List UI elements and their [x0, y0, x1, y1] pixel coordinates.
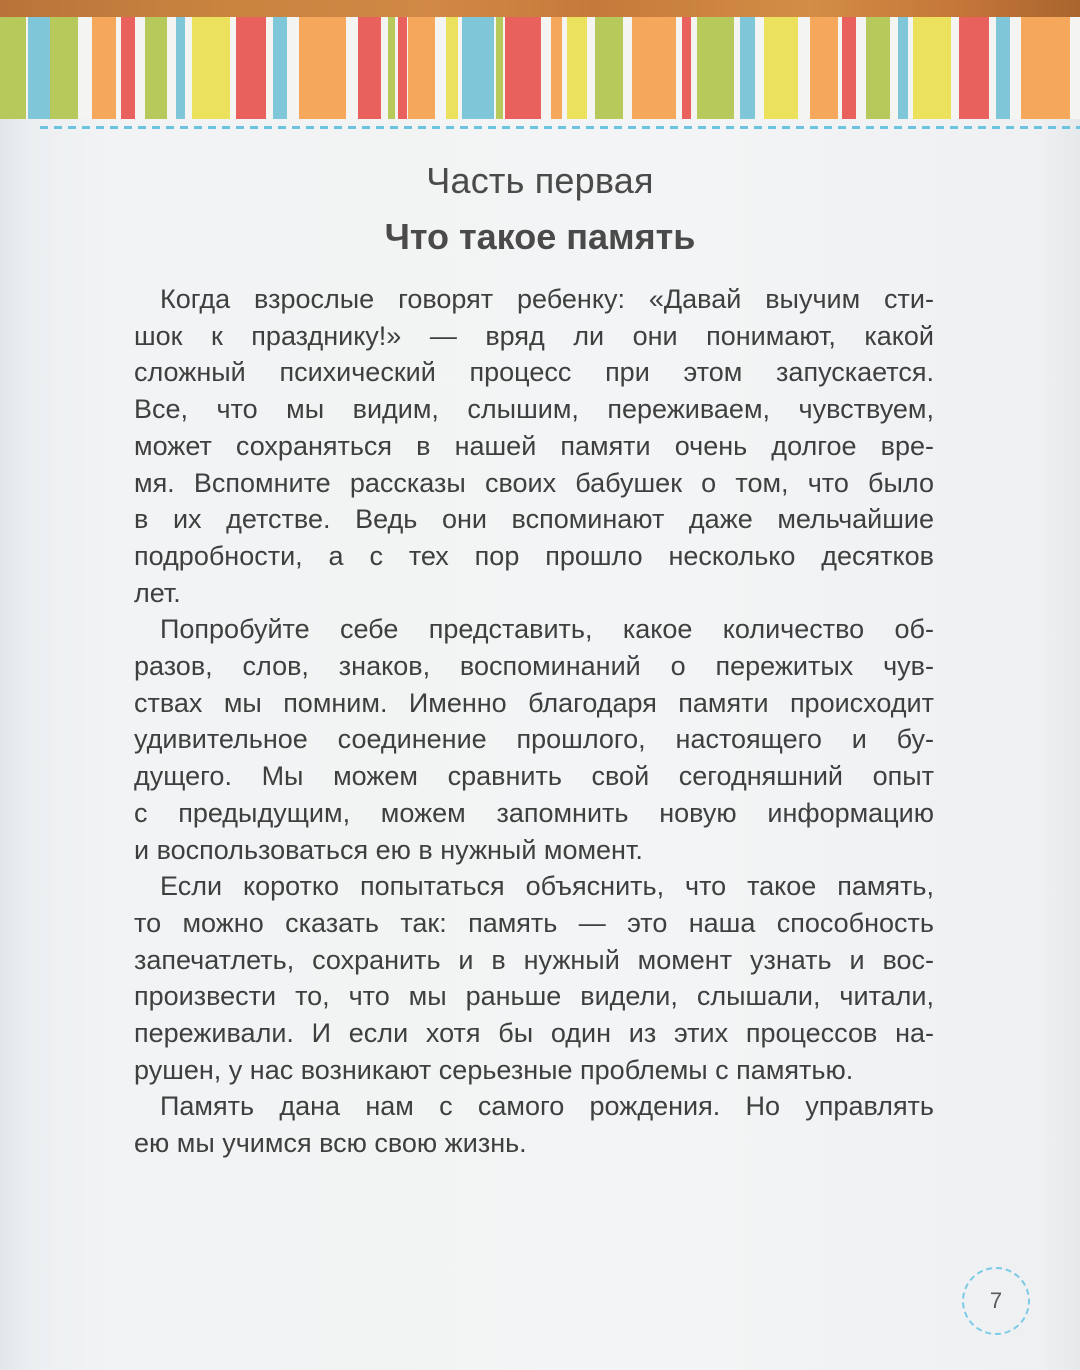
- stripe-orange: [810, 17, 838, 119]
- text-line: ею мы учимся всю свою жизнь.: [134, 1128, 527, 1159]
- text-line: ствах мы помним. Именно благодаря памяти происходит: [134, 687, 934, 718]
- stripe-yellow: [192, 17, 230, 119]
- stripe-red: [682, 17, 691, 119]
- chapter-title: Что такое память: [384, 216, 696, 257]
- stripe-red: [842, 17, 856, 119]
- stripe-orange: [632, 17, 676, 119]
- text-line: разов, слов, знаков, воспоминаний о пережитых чув-: [134, 651, 934, 682]
- stripe-green: [496, 17, 503, 119]
- stripe-blue: [176, 17, 185, 119]
- stripe-blue: [996, 17, 1010, 119]
- text-line: Когда взрослые говорят ребенку: «Давай выучим сти-: [160, 284, 934, 314]
- stripe-blue: [28, 17, 50, 119]
- text-line: и воспользоваться ею в нужный момент.: [134, 834, 643, 865]
- stripe-orange: [92, 17, 116, 119]
- stripe-blue: [273, 17, 287, 119]
- stripe-yellow: [446, 17, 458, 119]
- stripe-yellow: [913, 17, 951, 119]
- stripe-green: [145, 17, 167, 119]
- text-line: Память дана нам с самого рождения. Но управлять: [160, 1091, 934, 1122]
- stripe-green: [50, 17, 78, 119]
- stripe-blue: [898, 17, 908, 119]
- page-number: 7: [989, 1288, 1003, 1313]
- stripe-blue: [462, 17, 494, 119]
- stripe-orange: [299, 17, 346, 119]
- stripe-red: [358, 17, 381, 119]
- stripe-green: [0, 17, 26, 119]
- stripe-orange: [551, 17, 562, 119]
- text-line: Все, что мы видим, слышим, переживаем, чувствуем,: [134, 394, 934, 425]
- text-line: шок к празднику!» — вряд ли они понимают, какой: [134, 320, 934, 351]
- text-line: переживали. И если хотя бы один из этих процессов на-: [134, 1018, 934, 1049]
- stripe-yellow: [567, 17, 587, 119]
- text-line: рушен, у нас возникают серьезные проблемы с памятью.: [134, 1054, 854, 1085]
- stripe-red: [959, 17, 989, 119]
- stripe-green: [697, 17, 734, 119]
- text-line: дущего. Мы можем сравнить свой сегодняшний опыт: [134, 761, 934, 792]
- text-line: лет.: [134, 577, 181, 608]
- paragraph: [134, 611, 934, 868]
- text-line: мя. Вспомните рассказы своих бабушек о том, что было: [134, 467, 934, 498]
- page-number-badge: [962, 1267, 1030, 1335]
- decorative-stripe-header: [0, 17, 1080, 119]
- text-line: то можно сказать так: память — это наша способность: [134, 907, 934, 938]
- stripe-green: [866, 17, 890, 119]
- text-line: Попробуйте себе представить, какое количество об-: [160, 614, 934, 645]
- stripe-orange: [408, 17, 435, 119]
- paragraph: [134, 868, 934, 1088]
- stripe-green: [595, 17, 623, 119]
- text-line: подробности, а с тех пор прошло несколько десятков: [134, 540, 934, 571]
- stripe-orange: [1021, 17, 1070, 119]
- stripe-red: [121, 17, 135, 119]
- dashed-divider: [40, 126, 1080, 129]
- text-line: Если коротко попытаться объяснить, что такое память,: [160, 871, 934, 902]
- stripe-red: [398, 17, 407, 119]
- stripe-yellow: [764, 17, 798, 119]
- text-line: удивительное соединение прошлого, настоящего и бу-: [134, 724, 934, 755]
- paragraph: [134, 1088, 934, 1161]
- stripe-blue: [740, 17, 755, 119]
- text-line: в их детстве. Ведь они вспоминают даже мельчайшие: [134, 504, 934, 535]
- text-line: запечатлеть, сохранить и в нужный момент узнать и вос-: [134, 944, 934, 975]
- body-text: [134, 281, 934, 1162]
- part-heading: Часть первая: [426, 160, 654, 201]
- stripe-red: [236, 17, 266, 119]
- text-line: с предыдущим, можем запомнить новую информацию: [134, 797, 934, 828]
- text-line: может сохраняться в нашей памяти очень долгое вре-: [134, 430, 934, 461]
- top-edge-band: [0, 0, 1080, 17]
- text-line: сложный психический процесс при этом запускается.: [134, 357, 934, 388]
- text-line: произвести то, что мы раньше видели, слышали, читали,: [134, 981, 934, 1012]
- stripe-green: [388, 17, 395, 119]
- paragraph: [134, 281, 934, 611]
- stripe-red: [505, 17, 541, 119]
